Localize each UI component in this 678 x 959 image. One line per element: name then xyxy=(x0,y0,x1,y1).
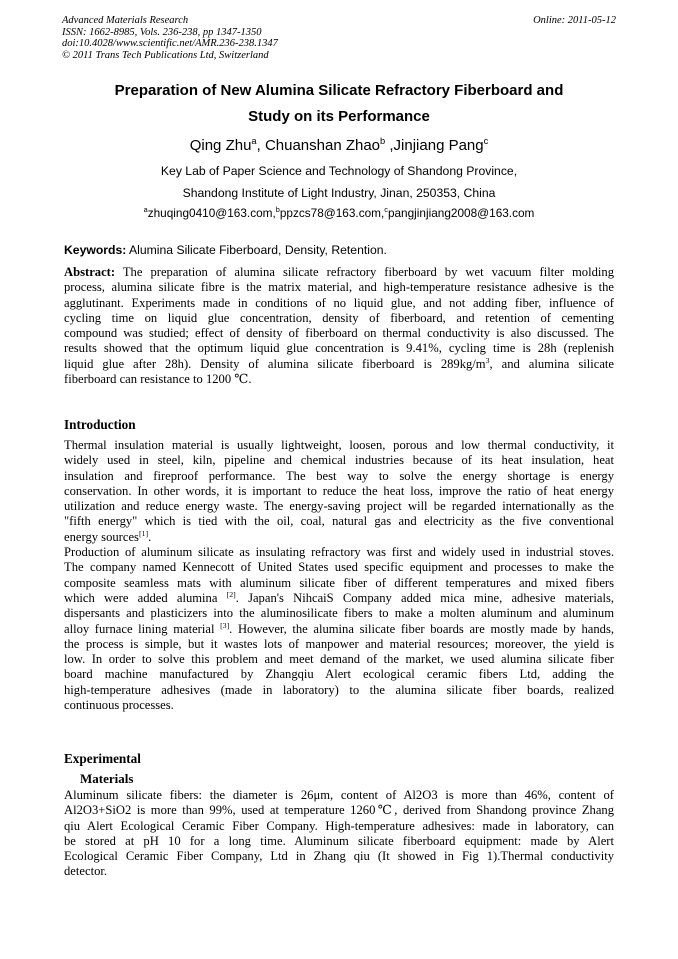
journal-header xyxy=(62,15,616,61)
intro-line xyxy=(64,591,614,606)
intro-line: utilization and reduce energy waste. The energy-saving project will be regarded internationally as the xyxy=(64,499,614,514)
abstract-text: , and alumina silicate xyxy=(489,356,614,371)
abstract-label: Abstract: xyxy=(64,265,116,279)
author-sup: c xyxy=(483,136,489,146)
issn-line: ISSN: 1662-8985, Vols. 236-238, pp 1347-1350 xyxy=(62,26,262,38)
intro-line: The company named Kennecott of United States used specific equipment and processes to make the xyxy=(64,560,614,575)
intro-line: Production of aluminum silicate as insulating refractory was first and widely used in industrial stoves. xyxy=(64,545,614,560)
abstract-line: cycling time on liquid glue concentration, density of fiberboard, and retention of cementing xyxy=(64,310,614,325)
author-separator: , xyxy=(385,137,394,154)
intro-line: composite seamless mats with aluminum silicate fiber of different temperatures and mixed fibers xyxy=(64,575,614,590)
intro-line: low. In order to solve this problem and meet demand of the market, we used alumina silicate fiber xyxy=(64,652,614,667)
experimental-line: Aluminum silicate fibers: the diameter is 26μm, content of Al2O3 is more than 46%, content of xyxy=(64,788,614,802)
email-address: pangjinjiang2008@163.com xyxy=(387,206,535,220)
citation-ref: [2] xyxy=(226,590,236,599)
intro-text: energy sources xyxy=(64,529,139,544)
citation-ref: [3] xyxy=(220,621,230,630)
email-list xyxy=(40,202,638,224)
intro-text: . xyxy=(148,529,152,544)
intro-line xyxy=(64,622,614,637)
abstract-line: results showed that the optimum liquid glue concentration is 9.41%, cycling time is 28h (replenish xyxy=(64,341,614,356)
intro-line: insulation and fireproof performance. The best way to solve the energy shortage is energy xyxy=(64,468,614,483)
doi-line: doi:10.4028/www.scientific.net/AMR.236-238.1347 xyxy=(62,38,278,49)
affiliation-line-2: Shandong Institute of Light Industry, Jinan, 250353, China xyxy=(182,186,496,200)
experimental-line: detector. xyxy=(64,864,108,879)
intro-text: . Japan's NihcaiS Company added mica mine, adhesive materials, xyxy=(235,590,614,605)
intro-text: . However, the alumina silicate fiber boards are mostly made by hands, xyxy=(229,621,614,636)
author-list xyxy=(40,137,638,155)
introduction-body xyxy=(64,438,614,713)
affiliation-line-1: Key Lab of Paper Science and Technology of Shandong Province, xyxy=(160,164,518,178)
abstract-text: The preparation of alumina silicate refractory fiberboard by wet vacuum filter molding xyxy=(115,265,614,279)
intro-line xyxy=(64,530,614,545)
abstract-line: process, alumina silicate fibre is the matrix material, and high-temperature resistance adhesive is the xyxy=(64,280,614,295)
paper-title-line-2: Study on its Performance xyxy=(248,108,430,125)
intro-line: widely used in steel, kiln, pipeline and chemical industries because of its heat insulation, heat xyxy=(64,453,614,468)
paper-title-line-1: Preparation of New Alumina Silicate Refractory Fiberboard and xyxy=(114,82,564,99)
intro-line: conservation. In other words, it is important to reduce the heat loss, improve the ratio of heat energy xyxy=(64,483,614,498)
online-date: Online: 2011-05-12 xyxy=(533,15,616,26)
experimental-line: be stored at pH 10 for a long time. Aluminum silicate fiberboard equipment: made by Alert xyxy=(64,833,614,848)
citation-ref: [1] xyxy=(138,528,149,538)
email-sup: a xyxy=(143,205,148,215)
intro-line: Thermal insulation material is usually lightweight, loosen, porous and low thermal conductivity, it xyxy=(64,438,614,452)
author-separator: , xyxy=(256,137,265,154)
experimental-body xyxy=(64,788,614,880)
subsection-heading-materials: Materials xyxy=(80,771,134,786)
abstract-line: fiberboard can resistance to 1200 ℃. xyxy=(64,372,252,387)
abstract-line xyxy=(64,265,614,280)
abstract-line: agglutinant. Experiments made in conditions of no liquid glue, and not adding fiber, influence of xyxy=(64,295,614,310)
experimental-line: Ecological Ceramic Fiber Company, Ltd in Zhang qiu (It showed in Fig 1).Thermal conductivity xyxy=(64,849,614,864)
section-heading-experimental: Experimental xyxy=(64,751,141,766)
copyright-line: © 2011 Trans Tech Publications Ltd, Switzerland xyxy=(62,49,269,61)
abstract-line: compound was studied; effect of density of fiberboard on thermal conductivity is also discussed. The xyxy=(64,326,614,341)
intro-line: high-temperature adhesives (made in laboratory) to the alumina silicate fiber boards, realized xyxy=(64,682,614,697)
experimental-line: qiu Alert Ecological Ceramic Fiber Company. High-temperature adhesives: made in laboratory, can xyxy=(64,818,614,833)
intro-line: board machine manufactured by Zhangqiu Alert ecological ceramic fibers Ltd, adding the xyxy=(64,667,614,682)
intro-text: alloy furnace lining material xyxy=(64,621,221,636)
section-heading-introduction: Introduction xyxy=(64,417,136,432)
intro-line: the process is simple, but it wastes lots of manpower and material resources; moreover, the yield is xyxy=(64,636,614,651)
abstract-line xyxy=(64,357,614,372)
intro-line: "fifth energy" which is tied with the oil, coal, natural gas and electricity as the five conventional xyxy=(64,514,614,529)
author-name: Chuanshan Zhao xyxy=(264,137,381,154)
email-address: zhuqing0410@163.com, xyxy=(147,206,276,220)
email-address: ppzcs78@163.com, xyxy=(279,206,385,220)
keywords-label: Keywords: xyxy=(64,243,127,257)
abstract xyxy=(64,265,614,387)
author-sup: b xyxy=(380,136,386,146)
intro-line: continuous processes. xyxy=(64,698,174,713)
intro-line: dispersants and plasticizers into the aluminosilicate fibers to make a molten aluminum and aluminum xyxy=(64,606,614,621)
experimental-line: Al2O3+SiO2 is more than 99%, used at temperature 1260℃, derived from Shandong province Zhang xyxy=(64,803,614,818)
superscript: 3 xyxy=(485,356,490,365)
keywords-text: Alumina Silicate Fiberboard, Density, Retention. xyxy=(126,243,387,257)
email-sup: b xyxy=(275,205,280,215)
author-sup: a xyxy=(251,136,257,146)
intro-text: which were added alumina xyxy=(64,590,227,605)
keywords xyxy=(64,240,616,260)
email-sup: c xyxy=(384,205,388,215)
abstract-text: liquid glue after 28h). Density of alumina silicate fiberboard is 289kg/m xyxy=(64,356,486,371)
author-name: Qing Zhu xyxy=(189,137,252,154)
journal-name: Advanced Materials Research xyxy=(62,15,189,26)
author-name: Jinjiang Pang xyxy=(393,137,484,154)
